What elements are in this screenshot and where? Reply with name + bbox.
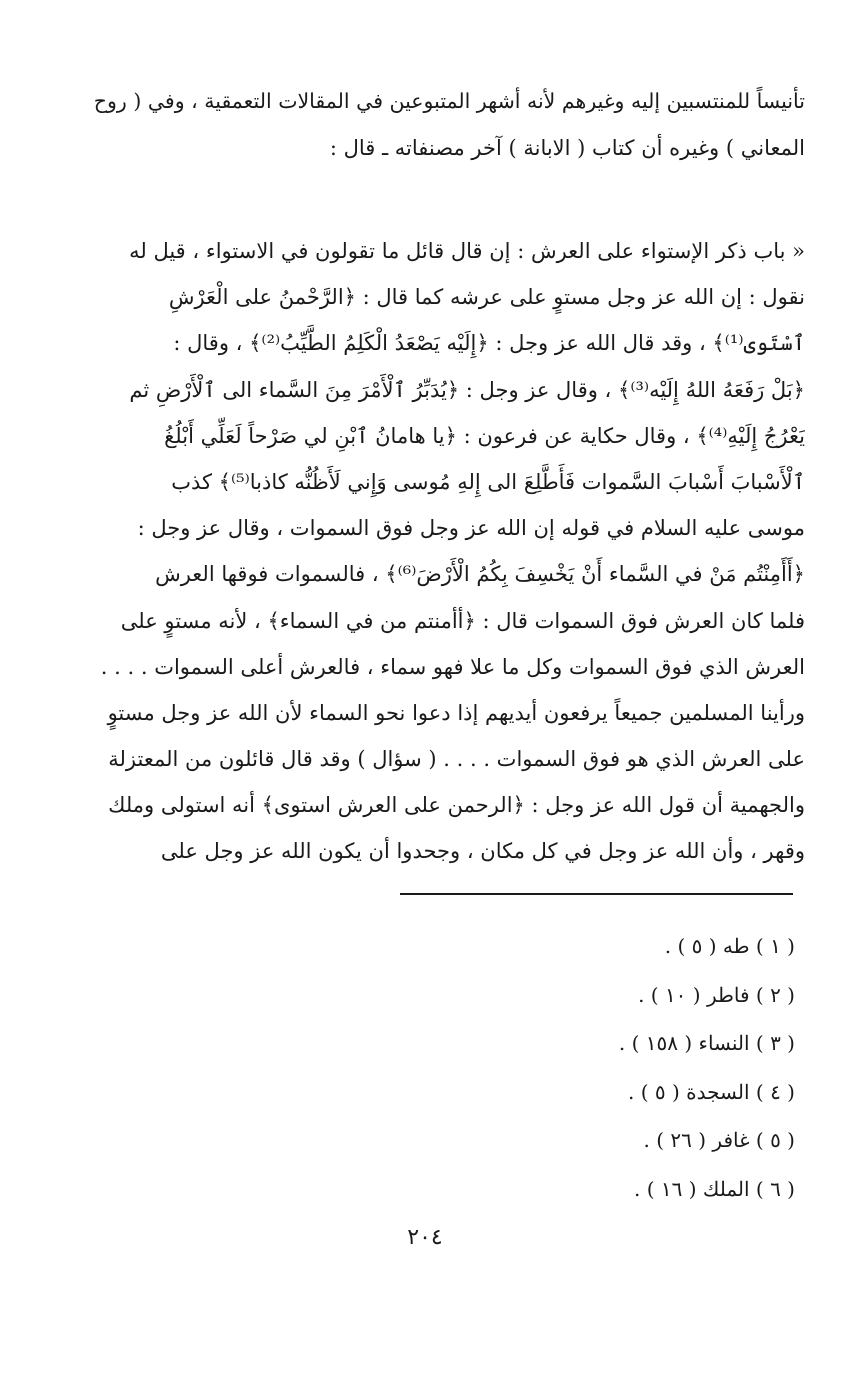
- footnote-item: ( ٣ ) النساء ( ١٥٨ ) .: [618, 1031, 795, 1055]
- intro-line: المعاني ) وغيره أن كتاب ( الابانة ) آخر مصنفاته ـ قال :: [329, 136, 805, 160]
- footnote-item: ( ٦ ) الملك ( ١٦ ) .: [633, 1176, 795, 1201]
- page-number: ٢٠٤: [407, 1225, 443, 1250]
- quote-line: والجهمية أن قول الله عز وجل : ﴿الرحمن على العرش استوى﴾ أنه استولى وملك: [108, 793, 805, 818]
- quote-line: ﴿أَأَمِنْتُم مَنْ في السَّماء أَنْ يَخْسِفَ بِكُمُ الْأَرْضَ⁽⁶⁾﴾ ، فالسموات فوقها العرش: [155, 562, 805, 587]
- quote-line: ٱسْتَوى⁽¹⁾﴾ ، وقد قال الله عز وجل : ﴿إِلَيْه يَصْعَدُ الْكَلِمُ الطَّيِّبُ⁽²⁾﴾ ، وقال :: [173, 331, 805, 356]
- quote-line: فلما كان العرش فوق السموات قال : ﴿أأمنتم من في السماء﴾ ، لأنه مستوٍ على: [120, 608, 805, 633]
- quoted-passage: [80, 228, 805, 875]
- footnote-item: ( ٢ ) فاطر ( ١٠ ) .: [638, 982, 795, 1007]
- quote-line: نقول : إن الله عز وجل مستوٍ على عرشه كما قال : ﴿الرَّحْمنُ على الْعَرْشِ: [168, 285, 805, 310]
- footnotes-list: [395, 922, 795, 1213]
- footnote-item: ( ٤ ) السجدة ( ٥ ) .: [628, 1079, 795, 1104]
- quote-line: ورأينا المسلمين جميعاً يرفعون أيديهم إذا دعوا نحو السماء لأن الله عز وجل مستوٍ: [107, 700, 805, 725]
- quote-line: على العرش الذي هو فوق السموات . . . . ( سؤال ) وقد قال قائلون من المعتزلة: [108, 747, 805, 772]
- quote-line: ﴿بَلْ رَفَعَهُ اللهُ إِلَيْه⁽³⁾﴾ ، وقال عز وجل : ﴿يُدَبِّرُ ٱلْأَمْرَ مِنَ السَّماء الى ٱلْأَرْضِ ثم: [129, 377, 805, 402]
- quote-line: موسى عليه السلام في قوله إن الله عز وجل فوق السموات ، وقال عز وجل :: [137, 516, 805, 541]
- quote-line: يَعْرُجُ إِلَيْهِ⁽⁴⁾﴾ ، وقال حكاية عن فرعون : ﴿يا هامانُ ٱبْنِ لي صَرْحاً لَعَلِّي أَبْلُغُ: [164, 423, 805, 448]
- quote-line: « باب ذكر الإستواء على العرش : إن قال قائل ما تقولون في الاستواء ، قيل له: [129, 239, 805, 263]
- footnote-item: ( ١ ) طه ( ٥ ) .: [664, 934, 795, 958]
- quote-line: ٱلْأَسْبابَ أَسْبابَ السَّموات فَأَطَّلِعَ الى إِلهِ مُوسى وَإِني لَأَظُنُّه كاذبا⁽⁵⁾﴾ كذب: [171, 469, 805, 494]
- intro-paragraph: [80, 78, 805, 172]
- footnote-item: ( ٥ ) غافر ( ٢٦ ) .: [643, 1128, 795, 1152]
- quote-line: وقهر ، وأن الله عز وجل في كل مكان ، وجحدوا أن يكون الله عز وجل على: [160, 839, 805, 864]
- intro-line: تأنيساً للمنتسبين إليه وغيرهم لأنه أشهر المتبوعين في المقالات التعمقية ، وفي ( روح: [93, 89, 805, 113]
- quote-line: العرش الذي فوق السموات وكل ما علا فهو سماء ، فالعرش أعلى السموات . . . .: [100, 654, 805, 679]
- footnote-divider: [400, 893, 793, 895]
